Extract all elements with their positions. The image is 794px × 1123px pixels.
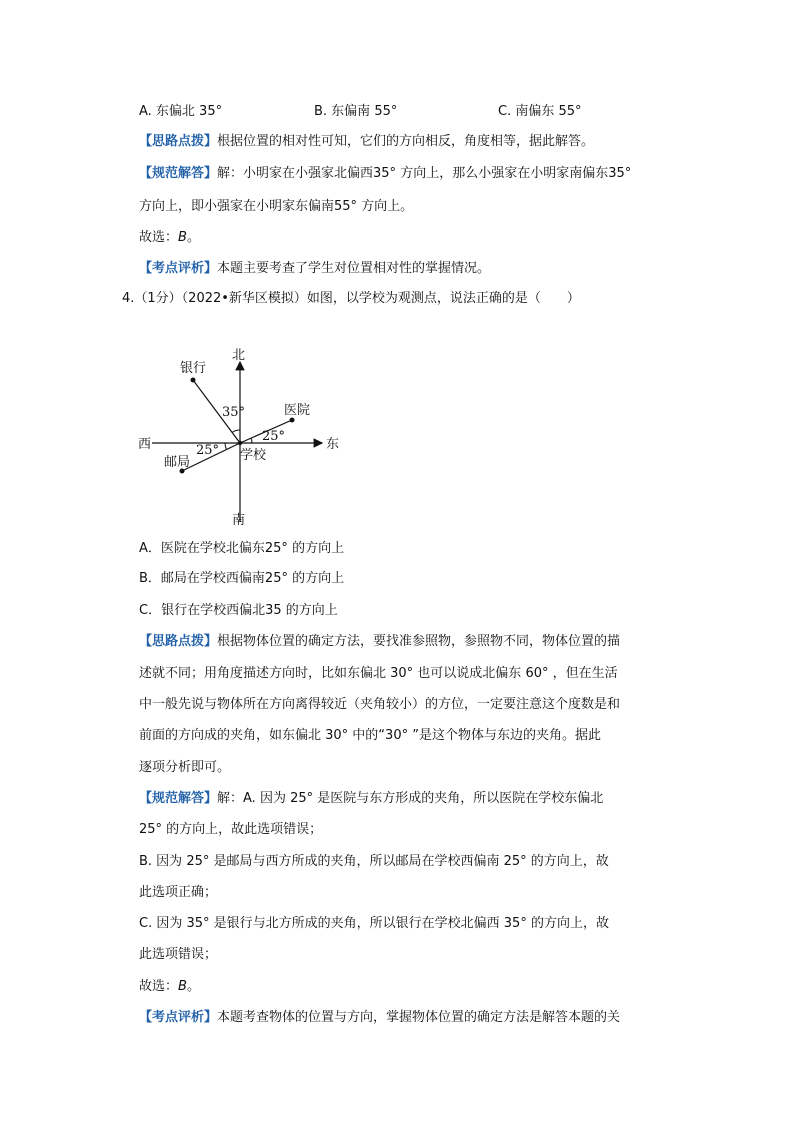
choose-letter: B xyxy=(178,230,187,245)
q3-hint xyxy=(139,132,594,152)
q4-hint-line-3: 中一般先说与物体所在方向离得较近（夹角较小）的方位，一定要注意这个度数是和 xyxy=(139,697,621,712)
school-label: 学校 xyxy=(240,448,267,463)
east-label: 东 xyxy=(326,437,340,452)
review-tag: 【考点评析】 xyxy=(139,1010,218,1025)
q4-hint-line-4: 前面的方向成的夹角，如东偏北 30° 中的“30° ”是这个物体与东边的夹角。据此 xyxy=(139,728,601,743)
q4-answer-a-1: 【规范解答】解：A. 因为 25° 是医院与东方形成的夹角，所以医院在学校东偏北 xyxy=(139,791,604,806)
north-label: 北 xyxy=(232,348,246,363)
q4-review xyxy=(139,1008,620,1028)
bank-angle-label: 35° xyxy=(222,405,246,420)
answer-text: 解：小明家在小强家北偏西35° 方向上，那么小强家在小明家南偏东35° xyxy=(217,166,632,181)
hospital-point xyxy=(290,418,295,423)
post-angle-label: 25° xyxy=(196,443,220,458)
q3-option-a: A. 东偏北 35° xyxy=(139,104,223,119)
hospital-angle-arc xyxy=(251,438,252,443)
choose-letter: B xyxy=(178,979,187,994)
bank-point xyxy=(191,378,196,383)
west-label: 西 xyxy=(138,437,152,452)
q3-review xyxy=(139,259,490,279)
hint-tag: 【思路点拨】 xyxy=(139,134,218,149)
q4-choose: 故选：B。 xyxy=(139,979,200,994)
q4-answer-b-1: B. 因为 25° 是邮局与西方所成的夹角，所以邮局在学校西偏南 25° 的方向上，故 xyxy=(139,854,609,869)
q4-answer-c-2: 此选项错误； xyxy=(139,947,218,962)
south-label: 南 xyxy=(232,513,246,528)
answer-tag: 【规范解答】 xyxy=(139,791,218,806)
q4-option-a: A．医院在学校北偏东25° 的方向上 xyxy=(139,541,345,556)
q4-answer-c-1: C. 因为 35° 是银行与北方所成的夹角，所以银行在学校北偏西 35° 的方向上，故 xyxy=(139,916,609,931)
bank-angle-arc xyxy=(232,430,240,433)
review-text: 本题考查物体的位置与方向，掌握物体位置的确定方法是解答本题的关 xyxy=(217,1010,621,1025)
hospital-angle-label: 25° xyxy=(262,429,286,444)
hospital-label: 医院 xyxy=(284,403,311,418)
hint-text: 根据位置的相对性可知，它们的方向相反，角度相等，据此解答。 xyxy=(217,134,595,149)
school-point xyxy=(238,441,242,445)
q4-hint-line-5: 逐项分析即可。 xyxy=(139,760,231,775)
bank-label: 银行 xyxy=(180,361,207,376)
direction-figure xyxy=(130,342,360,532)
post-label: 邮局 xyxy=(164,455,191,470)
q4-answer-a-2: 25° 的方向上，故此选项错误； xyxy=(139,822,323,837)
answer-tag: 【规范解答】 xyxy=(139,166,218,181)
q4-hint-line-2: 述就不同；用角度描述方向时，比如东偏北 30° 也可以说成北偏东 60° ，但在生活 xyxy=(139,666,618,681)
review-tag: 【考点评析】 xyxy=(139,261,218,276)
q4-option-b: B．邮局在学校西偏南25° 的方向上 xyxy=(139,571,345,586)
q3-option-c: C. 南偏东 55° xyxy=(498,104,582,119)
q3-answer-line-2: 方向上，即小强家在小明家东偏南55° 方向上。 xyxy=(139,199,414,214)
q3-answer-line-1 xyxy=(139,164,631,184)
hint-tag: 【思路点拨】 xyxy=(139,634,218,649)
q3-choose: 故选：B。 xyxy=(139,230,200,245)
review-text: 本题主要考查了学生对位置相对性的掌握情况。 xyxy=(217,261,491,276)
post-angle-arc xyxy=(225,443,227,450)
q4-hint-line-1: 【思路点拨】根据物体位置的确定方法，要找准参照物，参照物不同，物体位置的描 xyxy=(139,634,621,649)
q4-stem: 4.（1分）（2022•新华区模拟）如图，以学校为观测点，说法正确的是（ ） xyxy=(122,291,580,306)
q3-option-b: B. 东偏南 55° xyxy=(314,104,398,119)
q4-answer-b-2: 此选项正确； xyxy=(139,885,218,900)
q4-option-c: C．银行在学校西偏北35 的方向上 xyxy=(139,603,338,618)
